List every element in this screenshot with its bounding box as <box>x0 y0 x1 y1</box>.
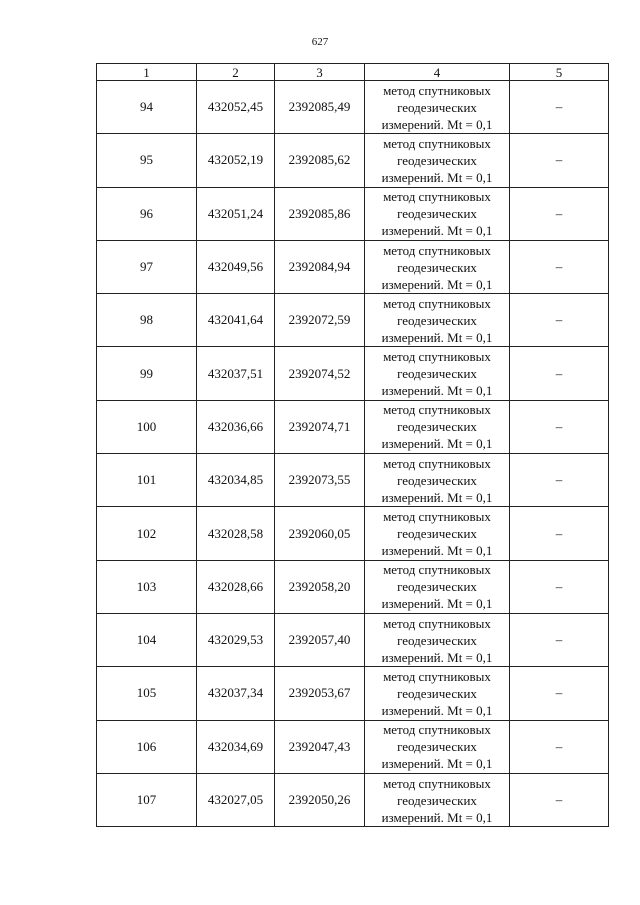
method-line: геодезических <box>397 579 477 595</box>
point-number-cell: 95 <box>97 134 197 187</box>
method-cell <box>365 454 510 507</box>
coordinates-table <box>96 63 609 827</box>
method-line: геодезических <box>397 526 477 542</box>
method-line: метод спутниковых <box>383 722 491 738</box>
point-number-cell: 107 <box>97 773 197 826</box>
method-line: метод спутниковых <box>383 349 491 365</box>
y-coordinate-cell: 2392060,05 <box>275 507 365 560</box>
header-col-2: 2 <box>197 64 275 81</box>
y-coordinate-cell: 2392084,94 <box>275 240 365 293</box>
method-line: геодезических <box>397 632 477 648</box>
method-line: геодезических <box>397 739 477 755</box>
table-row <box>97 720 609 773</box>
header-col-5: 5 <box>510 64 609 81</box>
x-coordinate-cell: 432034,69 <box>197 720 275 773</box>
header-row <box>97 64 609 81</box>
point-number-cell: 106 <box>97 720 197 773</box>
header-col-3: 3 <box>275 64 365 81</box>
y-coordinate-cell: 2392072,59 <box>275 294 365 347</box>
method-line: измерений. Mt = 0,1 <box>381 649 493 665</box>
table-body <box>97 81 609 827</box>
method-cell <box>365 240 510 293</box>
point-number-cell: 102 <box>97 507 197 560</box>
method-line: метод спутниковых <box>383 82 491 98</box>
method-line: метод спутниковых <box>383 775 491 791</box>
method-cell <box>365 773 510 826</box>
table-row <box>97 560 609 613</box>
x-coordinate-cell: 432049,56 <box>197 240 275 293</box>
point-number-cell: 99 <box>97 347 197 400</box>
point-number-cell: 101 <box>97 454 197 507</box>
method-cell <box>365 81 510 134</box>
method-line: измерений. Mt = 0,1 <box>381 116 493 132</box>
table-row <box>97 294 609 347</box>
x-coordinate-cell: 432028,66 <box>197 560 275 613</box>
extra-cell: – <box>510 613 609 666</box>
method-line: измерений. Mt = 0,1 <box>381 276 493 292</box>
table-row <box>97 773 609 826</box>
method-cell <box>365 613 510 666</box>
extra-cell: – <box>510 507 609 560</box>
point-number-cell: 96 <box>97 187 197 240</box>
header-col-4: 4 <box>365 64 510 81</box>
method-line: измерений. Mt = 0,1 <box>381 756 493 772</box>
method-line: геодезических <box>397 206 477 222</box>
method-line: измерений. Mt = 0,1 <box>381 702 493 718</box>
extra-cell: – <box>510 400 609 453</box>
extra-cell: – <box>510 240 609 293</box>
point-number-cell: 100 <box>97 400 197 453</box>
x-coordinate-cell: 432041,64 <box>197 294 275 347</box>
table-row <box>97 667 609 720</box>
method-line: геодезических <box>397 472 477 488</box>
point-number-cell: 94 <box>97 81 197 134</box>
method-line: геодезических <box>397 99 477 115</box>
extra-cell: – <box>510 347 609 400</box>
extra-cell: – <box>510 454 609 507</box>
method-cell <box>365 560 510 613</box>
y-coordinate-cell: 2392047,43 <box>275 720 365 773</box>
method-line: метод спутниковых <box>383 668 491 684</box>
method-line: метод спутниковых <box>383 455 491 471</box>
header-col-1: 1 <box>97 64 197 81</box>
x-coordinate-cell: 432037,34 <box>197 667 275 720</box>
method-line: метод спутниковых <box>383 189 491 205</box>
point-number-cell: 103 <box>97 560 197 613</box>
y-coordinate-cell: 2392085,49 <box>275 81 365 134</box>
y-coordinate-cell: 2392053,67 <box>275 667 365 720</box>
point-number-cell: 104 <box>97 613 197 666</box>
method-cell <box>365 400 510 453</box>
table-row <box>97 400 609 453</box>
method-line: измерений. Mt = 0,1 <box>381 223 493 239</box>
extra-cell: – <box>510 720 609 773</box>
table-row <box>97 187 609 240</box>
method-line: измерений. Mt = 0,1 <box>381 329 493 345</box>
method-cell <box>365 720 510 773</box>
method-line: метод спутниковых <box>383 295 491 311</box>
table-row <box>97 134 609 187</box>
y-coordinate-cell: 2392074,52 <box>275 347 365 400</box>
extra-cell: – <box>510 667 609 720</box>
table-row <box>97 347 609 400</box>
table-row <box>97 81 609 134</box>
extra-cell: – <box>510 773 609 826</box>
x-coordinate-cell: 432028,58 <box>197 507 275 560</box>
method-line: измерений. Mt = 0,1 <box>381 543 493 559</box>
table-header <box>97 64 609 81</box>
point-number-cell: 98 <box>97 294 197 347</box>
method-line: измерений. Mt = 0,1 <box>381 809 493 825</box>
method-cell <box>365 187 510 240</box>
table-row <box>97 507 609 560</box>
method-cell <box>365 347 510 400</box>
y-coordinate-cell: 2392050,26 <box>275 773 365 826</box>
x-coordinate-cell: 432052,19 <box>197 134 275 187</box>
extra-cell: – <box>510 294 609 347</box>
method-line: геодезических <box>397 366 477 382</box>
method-cell <box>365 667 510 720</box>
table-row <box>97 454 609 507</box>
method-line: метод спутниковых <box>383 402 491 418</box>
y-coordinate-cell: 2392057,40 <box>275 613 365 666</box>
x-coordinate-cell: 432034,85 <box>197 454 275 507</box>
y-coordinate-cell: 2392085,86 <box>275 187 365 240</box>
y-coordinate-cell: 2392058,20 <box>275 560 365 613</box>
method-line: геодезических <box>397 685 477 701</box>
point-number-cell: 97 <box>97 240 197 293</box>
method-line: измерений. Mt = 0,1 <box>381 489 493 505</box>
method-line: измерений. Mt = 0,1 <box>381 596 493 612</box>
method-line: измерений. Mt = 0,1 <box>381 169 493 185</box>
x-coordinate-cell: 432051,24 <box>197 187 275 240</box>
extra-cell: – <box>510 81 609 134</box>
method-line: геодезических <box>397 792 477 808</box>
x-coordinate-cell: 432027,05 <box>197 773 275 826</box>
method-line: измерений. Mt = 0,1 <box>381 383 493 399</box>
x-coordinate-cell: 432029,53 <box>197 613 275 666</box>
point-number-cell: 105 <box>97 667 197 720</box>
x-coordinate-cell: 432036,66 <box>197 400 275 453</box>
method-line: геодезических <box>397 259 477 275</box>
method-cell <box>365 294 510 347</box>
method-line: геодезических <box>397 419 477 435</box>
table-row <box>97 240 609 293</box>
extra-cell: – <box>510 134 609 187</box>
method-line: измерений. Mt = 0,1 <box>381 436 493 452</box>
extra-cell: – <box>510 187 609 240</box>
method-line: метод спутниковых <box>383 509 491 525</box>
method-line: метод спутниковых <box>383 615 491 631</box>
method-line: геодезических <box>397 152 477 168</box>
extra-cell: – <box>510 560 609 613</box>
method-line: геодезических <box>397 312 477 328</box>
method-line: метод спутниковых <box>383 242 491 258</box>
method-line: метод спутниковых <box>383 562 491 578</box>
x-coordinate-cell: 432037,51 <box>197 347 275 400</box>
page-number: 627 <box>311 36 329 48</box>
x-coordinate-cell: 432052,45 <box>197 81 275 134</box>
y-coordinate-cell: 2392085,62 <box>275 134 365 187</box>
table-row <box>97 613 609 666</box>
y-coordinate-cell: 2392073,55 <box>275 454 365 507</box>
y-coordinate-cell: 2392074,71 <box>275 400 365 453</box>
method-cell <box>365 507 510 560</box>
method-line: метод спутниковых <box>383 135 491 151</box>
method-cell <box>365 134 510 187</box>
